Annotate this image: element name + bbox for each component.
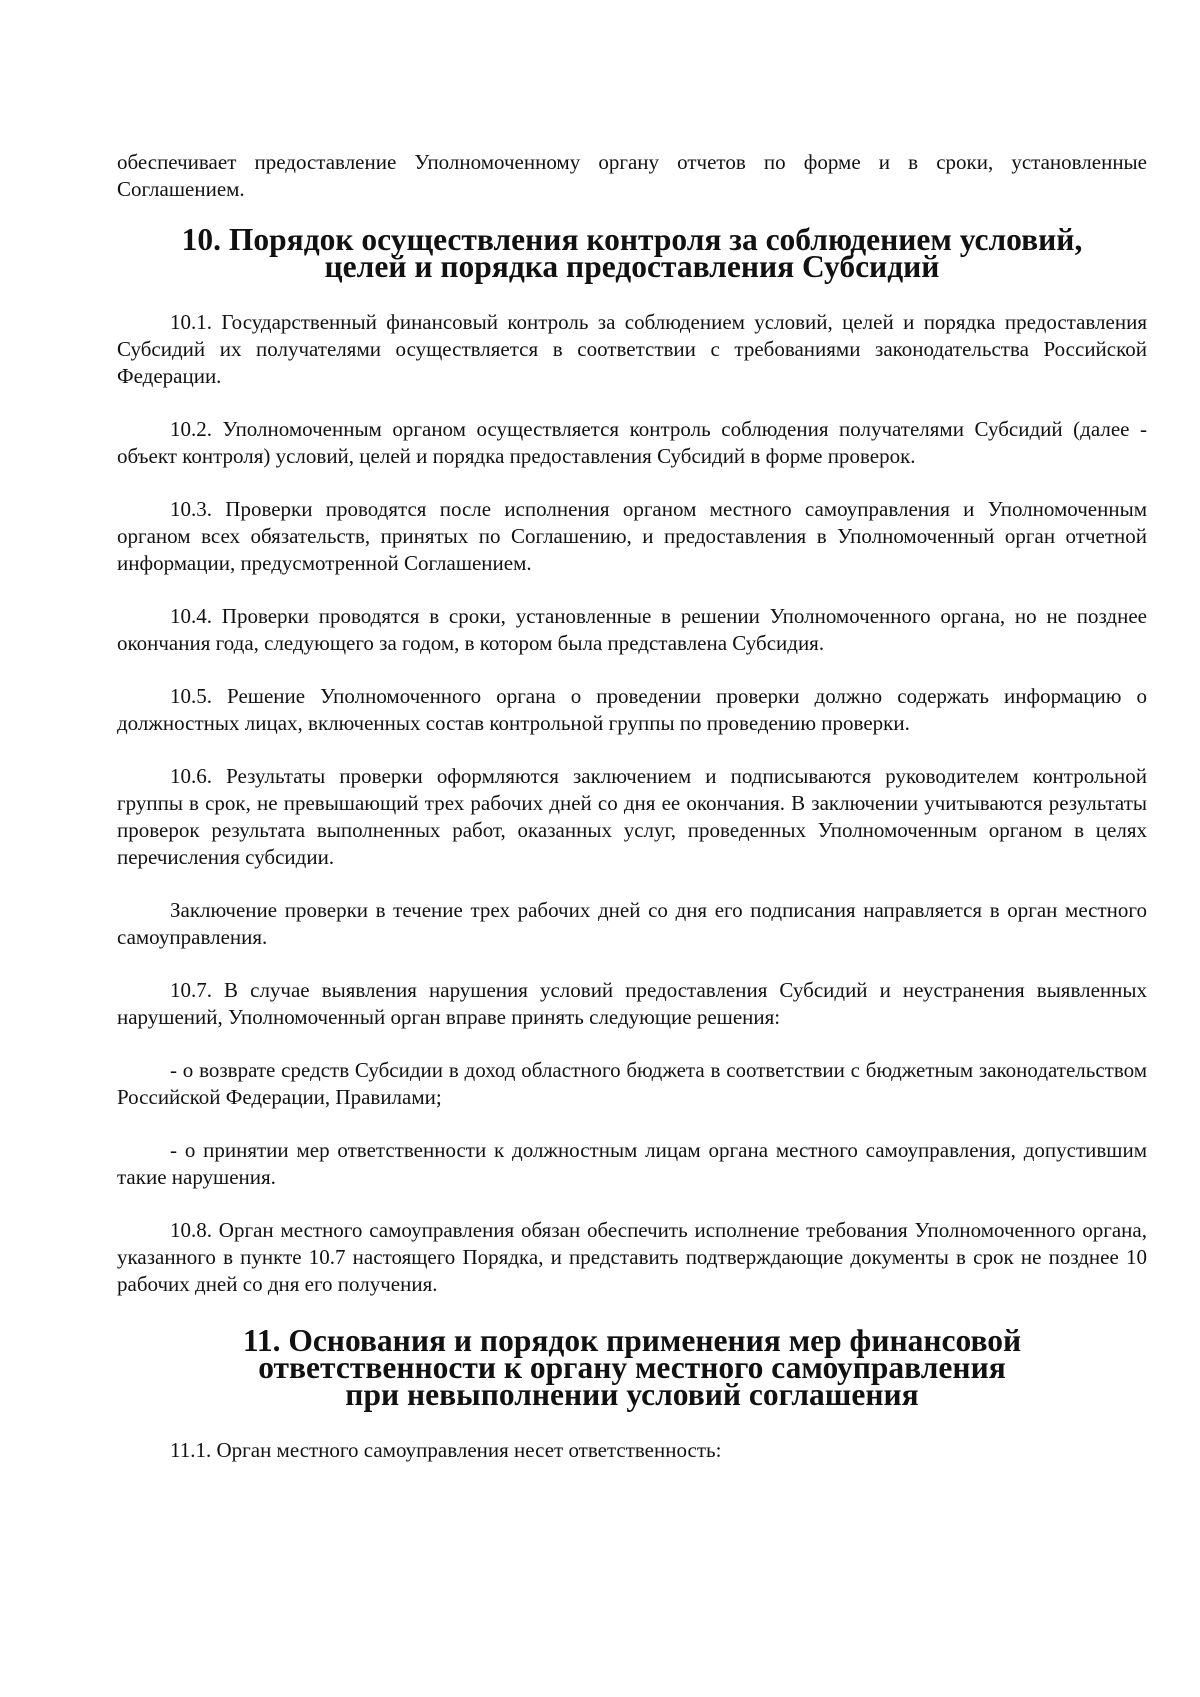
section-11-heading (117, 1323, 1147, 1412)
section-11-heading-line-1: 11. Основания и порядок применения мер финансовой (242, 1323, 1022, 1358)
section-10-heading-line-1: 10. Порядок осуществления контроля за соблюдением условий, (181, 222, 1083, 257)
paragraph-10-1: 10.1. Государственный финансовый контроль за соблюдением условий, целей и порядка предоставления Субсидий их получателями осуществляется в соответствии с требованиями законодательства Российской Федерации. (117, 310, 1147, 388)
section-10-heading (117, 222, 1147, 284)
paragraph-10-6: 10.6. Результаты проверки оформляются заключением и подписываются руководителем контрольной группы в срок, не превышающий трех рабочих дней со дня ее окончания. В заключении учитываются результаты проверок результата выполненных работ, оказанных услуг, проведенных Уполномоченным органом в целях перечисления субсидии. (117, 764, 1147, 869)
paragraph-10-2: 10.2. Уполномоченным органом осуществляется контроль соблюдения получателями Субсидий (далее - объект контроля) условий, целей и порядка предоставления Субсидий в форме проверок. (117, 417, 1147, 468)
section-11-heading-line-2: ответственности к органу местного самоуправления (258, 1350, 1006, 1385)
paragraph-10-4: 10.4. Проверки проводятся в сроки, установленные в решении Уполномоченного органа, но не позднее окончания года, следующего за годом, в котором была представлена Субсидия. (117, 604, 1147, 655)
section-10-heading-line-2: целей и порядка предоставления Субсидий (324, 249, 940, 284)
paragraph-10-8: 10.8. Орган местного самоуправления обязан обеспечить исполнение требования Уполномоченного органа, указанного в пункте 10.7 настоящего Порядка, и представить подтверждающие документы в срок не позднее 10 рабочих дней со дня его получения. (117, 1218, 1147, 1296)
document-body (117, 149, 1147, 1464)
paragraph-10-7: 10.7. В случае выявления нарушения условий предоставления Субсидий и неустранения выявленных нарушений, Уполномоченный орган вправе принять следующие решения: (117, 978, 1147, 1029)
paragraph-11-1: 11.1. Орган местного самоуправления несет ответственность: (170, 1438, 722, 1462)
paragraph-10-7-item-return: - о возврате средств Субсидии в доход областного бюджета в соответствии с бюджетным законодательством Российской Федерации, Правилами; (117, 1058, 1147, 1109)
paragraph-10-5: 10.5. Решение Уполномоченного органа о проведении проверки должно содержать информацию о должностных лицах, включенных состав контрольной группы по проведению проверки. (117, 684, 1147, 735)
paragraph-10-6-conclusion: Заключение проверки в течение трех рабочих дней со дня его подписания направляется в орган местного самоуправления. (117, 898, 1147, 949)
paragraph-10-7-item-liability: - о принятии мер ответственности к должностным лицам органа местного самоуправления, допустившим такие нарушения. (117, 1138, 1147, 1189)
paragraph-10-3: 10.3. Проверки проводятся после исполнения органом местного самоуправления и Уполномоченным органом всех обязательств, принятых по Соглашению, и предоставления в Уполномоченный орган отчетной информации, предусмотренной Соглашением. (117, 497, 1147, 575)
intro-paragraph: обеспечивает предоставление Уполномоченному органу отчетов по форме и в сроки, установленные Соглашением. (117, 150, 1147, 201)
section-11-heading-line-3: при невыполнении условий соглашения (345, 1377, 919, 1412)
